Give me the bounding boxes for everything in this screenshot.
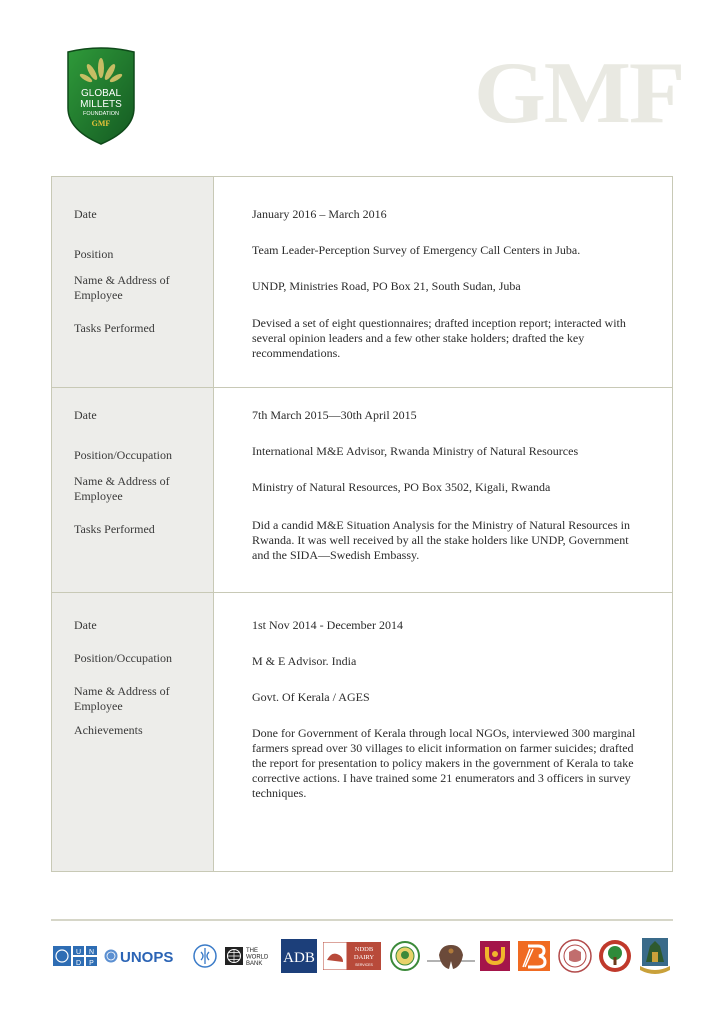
svg-text:WORLD: WORLD	[246, 954, 269, 961]
employer-value: Govt. Of Kerala / AGES	[252, 690, 370, 704]
tasks-value: Devised a set of eight questionnaires; drafted inception report; interacted with several opinion leaders and a few other stake holders; drafted the key recommendations.	[252, 316, 626, 360]
experience-table	[51, 176, 673, 872]
employer-label: Name & Address of Employee	[74, 474, 170, 503]
date-value: 1st Nov 2014 - December 2014	[252, 618, 403, 632]
experience-entry	[52, 593, 672, 871]
svg-text:BANK: BANK	[246, 961, 263, 967]
date-label: Date	[74, 408, 97, 422]
svg-text:P: P	[89, 960, 94, 966]
world-bank-logo	[225, 938, 273, 974]
svg-text:ADB: ADB	[283, 950, 315, 966]
unops-logo	[103, 938, 187, 974]
tasks-label: Tasks Performed	[74, 321, 155, 335]
date-value: 7th March 2015—30th April 2015	[252, 408, 417, 422]
svg-text:UNOPS: UNOPS	[120, 949, 174, 966]
position-value: M & E Advisor. India	[252, 654, 357, 668]
svg-text:SERVICES: SERVICES	[355, 963, 373, 967]
adb-logo	[281, 938, 317, 974]
employer-label: Name & Address of Employee	[74, 684, 170, 713]
position-label: Position/Occupation	[74, 448, 172, 462]
svg-text:NDDB: NDDB	[354, 946, 374, 953]
svg-text:FOUNDATION: FOUNDATION	[83, 111, 119, 117]
svg-text:GLOBAL: GLOBAL	[80, 88, 122, 99]
gmf-watermark: GMF	[474, 45, 684, 142]
tasks-value: Did a candid M&E Situation Analysis for the Ministry of Natural Resources in Rwanda. It was well received by all the stake holders like UNDP, Government and the SIDA—Swedish Embassy.	[252, 518, 630, 562]
employer-value: UNDP, Ministries Road, PO Box 21, South Sudan, Juba	[252, 279, 521, 293]
experience-entry	[52, 388, 672, 593]
position-label: Position	[74, 247, 114, 261]
png-emblem-logo	[427, 938, 475, 974]
date-value: January 2016 – March 2016	[252, 207, 387, 221]
employer-label: Name & Address of Employee	[74, 273, 170, 302]
date-label: Date	[74, 207, 97, 221]
fao-logo	[193, 938, 217, 974]
svg-text:N: N	[88, 949, 95, 956]
footer-divider	[51, 919, 673, 921]
date-label: Date	[74, 618, 97, 632]
bank-of-baroda-logo	[517, 938, 551, 974]
tnau-logo	[597, 938, 633, 974]
svg-text:MILLETS: MILLETS	[80, 99, 122, 110]
svg-text:D: D	[75, 960, 82, 966]
university-seal-logo	[557, 938, 593, 974]
undp-logo	[53, 938, 97, 974]
svg-text:DAIRY: DAIRY	[353, 954, 375, 961]
tasks-label: Tasks Performed	[74, 522, 155, 536]
position-value: International M&E Advisor, Rwanda Ministry of Natural Resources	[252, 444, 579, 458]
employer-value: Ministry of Natural Resources, PO Box 3502, Kigali, Rwanda	[252, 480, 551, 494]
punjab-national-bank-logo	[479, 938, 511, 974]
rwanda-emblem-logo	[389, 938, 421, 974]
svg-text:U: U	[75, 949, 82, 956]
experience-entry	[52, 177, 672, 388]
position-value: Team Leader-Perception Survey of Emergency Call Centers in Juba.	[252, 243, 581, 257]
position-label: Position/Occupation	[74, 651, 172, 665]
global-millets-foundation-logo	[62, 46, 140, 146]
svg-text:THE: THE	[246, 948, 258, 954]
nddb-dairy-services-logo	[323, 938, 381, 974]
achievements-label: Achievements	[74, 723, 143, 737]
achievements-value: Done for Government of Kerala through local NGOs, interviewed 300 marginal farmers spread over 30 villages to elicit information on farmer suicides; drafted the report for presentation to policy makers in the government of Kerala to take corrective actions. I have trained some 21 enumerators and 3 officers in survey techniques.	[252, 726, 636, 800]
svg-text:GMF: GMF	[91, 119, 111, 128]
partner-logos	[51, 938, 673, 974]
university-crest-logo	[637, 938, 673, 974]
